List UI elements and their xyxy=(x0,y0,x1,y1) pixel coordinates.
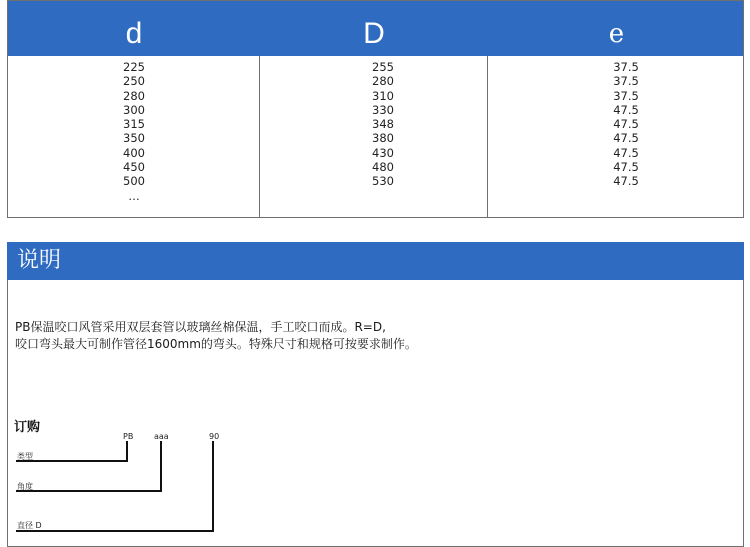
table-cell: 430 xyxy=(372,145,394,160)
column-d-values xyxy=(104,60,164,203)
table-cell: 350 xyxy=(123,131,145,146)
table-cell: 530 xyxy=(372,174,394,189)
leader-line-angle xyxy=(16,441,161,491)
table-cell: 47.5 xyxy=(613,131,639,146)
table-cell: 280 xyxy=(372,74,394,89)
column-divider xyxy=(487,56,488,217)
table-cell: 47.5 xyxy=(613,102,639,117)
code-label-type: PB xyxy=(123,432,134,441)
column-e-values xyxy=(596,60,656,189)
description-text-line-1: PB保温咬口风管采用双层套管以玻璃丝棉保温，手工咬口而成。R=D, xyxy=(15,320,386,334)
table-cell: 37.5 xyxy=(613,60,639,74)
table-header xyxy=(8,1,743,56)
table-cell: 47.5 xyxy=(613,117,639,132)
table-cell: 280 xyxy=(123,88,145,103)
order-title: 订购 xyxy=(14,420,41,435)
legend-diameter: 直径 D xyxy=(17,521,42,530)
column-header-d: d xyxy=(125,17,143,50)
table-cell: 255 xyxy=(372,60,394,74)
table-cell: 47.5 xyxy=(613,160,639,175)
column-header-D: D xyxy=(363,17,385,50)
column-header-e: e xyxy=(608,19,625,49)
table-cell: 500 xyxy=(123,174,145,189)
leader-line-diameter xyxy=(16,441,213,531)
legend-type: 类型 xyxy=(17,452,33,461)
code-label-diameter: 90 xyxy=(209,432,220,441)
order-code-diagram xyxy=(8,242,745,547)
section-title: 说明 xyxy=(17,248,62,273)
description-panel xyxy=(7,242,744,547)
column-divider xyxy=(259,56,260,217)
table-cell: 225 xyxy=(123,60,145,74)
table-cell: 450 xyxy=(123,160,145,175)
table-cell: 348 xyxy=(372,117,394,132)
table-cell-ellipsis: … xyxy=(128,188,140,203)
table-cell: 37.5 xyxy=(613,74,639,89)
table-cell: 330 xyxy=(372,102,394,117)
table-cell: 37.5 xyxy=(613,88,639,103)
legend-angle: 角度 xyxy=(17,482,33,491)
table-cell: 47.5 xyxy=(613,145,639,160)
column-D-values xyxy=(353,60,413,189)
table-cell: 380 xyxy=(372,131,394,146)
spec-table xyxy=(7,0,744,218)
table-cell: 300 xyxy=(123,102,145,117)
table-cell: 310 xyxy=(372,88,394,103)
description-text-line-2: 咬口弯头最大可制作管径1600mm的弯头。特殊尺寸和规格可按要求制作。 xyxy=(15,337,417,351)
code-label-angle: aaa xyxy=(154,432,169,441)
table-cell: 315 xyxy=(123,117,145,132)
table-cell: 47.5 xyxy=(613,174,639,189)
table-cell: 250 xyxy=(123,74,145,89)
table-cell: 400 xyxy=(123,145,145,160)
table-cell: 480 xyxy=(372,160,394,175)
